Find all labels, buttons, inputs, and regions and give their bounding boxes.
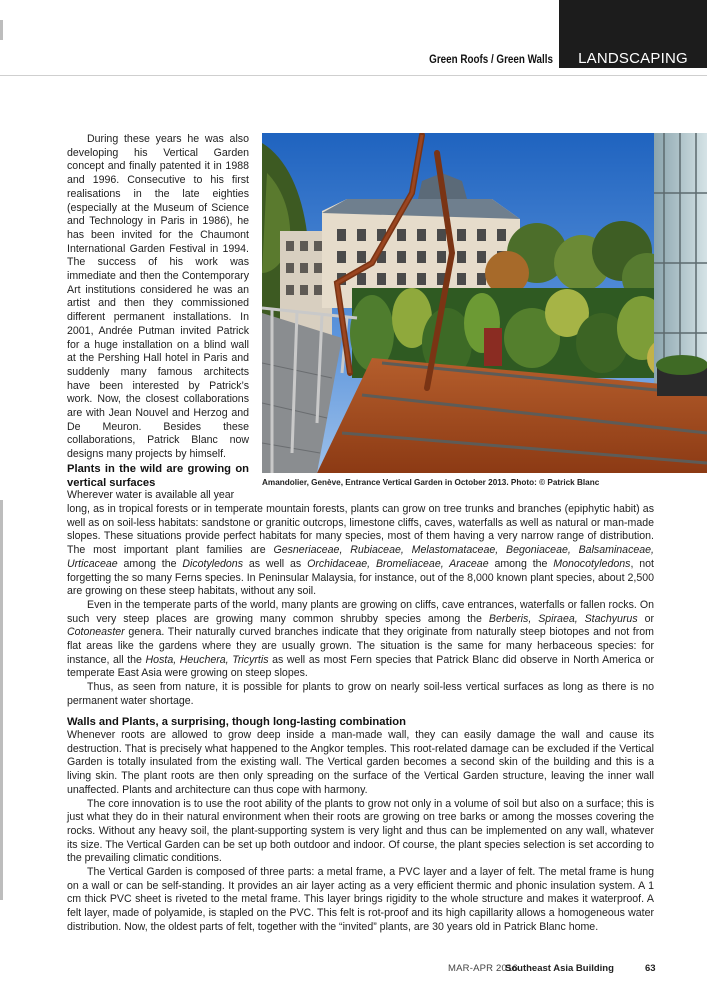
intro-paragraph: During these years he was also developing his Vertical Garden concept and finally patented it in 1988 and 1996. Consecutive to his first realisations in the late eighties (especially at the Museum of Science and Technology in Paris in 1986), he has been invited for the Chaumont International Garden Festival in 1994. The success of his work was immediate and then the Contemporary Art institutions considered he was an artist and then they commissioned different permanent installations. In 2001, Andrée Putman invited Patrick for a huge installation on a blind wall at the Pershing Hall hotel in Paris and suddenly many famous architects have been interested by Patrick’s work. Now, the closest collaborations are with Jean Nouvel and Herzog and De Meuron. Besides these collaborations, Patrick Blanc now designs many projects by himself. bbox=[67, 133, 249, 461]
italic-text-run: Hosta, Heuchera, Tricyrtis bbox=[145, 653, 269, 666]
text-run: Even in the temperate parts of the world, many plants are growing on cliffs, cave entrances, waterfalls or fallen rocks. On such very steep places are growing many common shrubby species among the bbox=[67, 598, 654, 625]
vertical-garden-photo bbox=[262, 133, 707, 473]
intro-column bbox=[67, 133, 249, 462]
text-run: among the bbox=[117, 557, 183, 570]
magazine-name: Southeast Asia Building bbox=[505, 963, 614, 974]
italic-text-run: Cotoneaster bbox=[67, 626, 125, 639]
text-run: as well as most Fern species that Patrick Blanc did observe in North America or temperate East Asia were growing on steep slopes. bbox=[67, 653, 654, 680]
text-run: as well as bbox=[243, 557, 308, 570]
section1-body bbox=[67, 503, 654, 709]
section-heading-walls-and-plants: Walls and Plants, a surprising, though long-lasting combination bbox=[67, 716, 406, 728]
text-run: long, as in tropical forests or in temperate mountain forests, plants can grow on tree trunks and branches (epiphytic habit) as well as on soil-less habitats: sandstone or granitic outcrops, limestone cliffs, caves, waterfalls as well as natural or man-made slopes. These situations provide perfect habitats for many species, most of them having a very narrow range of distribution. The most important plant families are bbox=[67, 503, 654, 557]
page-section-title: Green Roofs / Green Walls bbox=[429, 52, 553, 66]
text-run: or bbox=[637, 612, 654, 625]
italic-text-run: Berberis, Spiraea, Stachyurus bbox=[488, 612, 638, 625]
page-footer bbox=[0, 963, 707, 977]
section2-body bbox=[67, 729, 654, 935]
section1-first-line: Wherever water is available all year bbox=[67, 489, 235, 501]
section-label: LANDSCAPING bbox=[578, 50, 688, 67]
italic-text-run: Gesneriaceae, Rubiaceae, Melastomataceae, Begoniaceae, Balsaminaceae, Urticaceae bbox=[67, 544, 654, 570]
issue-date: MAR-APR 2016 bbox=[448, 963, 518, 974]
left-edge-mark bbox=[0, 500, 3, 900]
section2-paragraph-1: Whenever roots are allowed to grow deep inside a man-made wall, they can easily damage the wall and cause its destruction. That is precisely what happened to the Angkor temples. This root-related damage can be excluded if the Vertical Garden is totally insulated from the existing wall. The Vertical garden becomes a second skin of the building and this is a living skin. The plant roots are then only spreading on the surface of the Vertical Garden structure, leaving the inner wall unaffected. Plants and architecture can thus cope with harmony. bbox=[67, 729, 654, 796]
section-heading-plants-in-the-wild: Plants in the wild are growing on vertical surfaces bbox=[67, 463, 249, 489]
text-run: genera. Their naturally curved branches indicate that they originate from naturally steep biotopes and not from flat areas like the gardens where they are usually grown. The situation is the same for many herbaceous species: for instance, all the bbox=[67, 626, 654, 666]
text-run: , not forgetting the so many Ferns species. In Peninsular Malaysia, for instance, out of the 8,000 known plant species, about 2,500 are growing on these steep habitats, without any soil. bbox=[67, 557, 654, 598]
italic-text-run: Dicotyledons bbox=[182, 557, 243, 570]
page-number: 63 bbox=[645, 963, 656, 974]
italic-text-run: Monocotyledons bbox=[553, 557, 631, 570]
header-divider bbox=[0, 75, 707, 76]
left-edge-mark bbox=[0, 20, 3, 40]
section1-paragraph-2 bbox=[67, 599, 654, 681]
section2-paragraph-2: The core innovation is to use the root ability of the plants to grow not only in a volume of soil but also on a surface; this is just what they do in their natural environment when their roots are growing on tree barks or among the mosses covering the rocks. Without any heavy soil, the plant-supporting system is very light and thus can be implemented on any wall, whatever its size. The Vertical Garden can be set up both outdoor and indoor. Of course, the plant species selection is set according to the prevailing climatic conditions. bbox=[67, 797, 654, 865]
section2-paragraph-3: The Vertical Garden is composed of three parts: a metal frame, a PVC layer and a layer of felt. The metal frame is hung on a wall or can be self-standing. It provides an air layer acting as a very efficient thermic and phonic insulation system. A 1 cm thick PVC sheet is riveted to the metal frame. This layer brings rigidity to the whole structure and makes it waterproof. A felt layer, made of polyamide, is stapled on the PVC. This felt is rot-proof and its high capillarity allows a homogeneous water distribution. Now, the oldest parts of felt, together with the “invited” plants, are 30 years old in Patrick Blanc home. bbox=[67, 866, 654, 933]
text-run: among the bbox=[488, 557, 554, 570]
section1-paragraph-3: Thus, as seen from nature, it is possible for plants to grow on nearly soil-less vertical surfaces as long as there is no permanent water shortage. bbox=[67, 681, 654, 707]
photo-caption: Amandolier, Genève, Entrance Vertical Garden in October 2013. Photo: © Patrick Blanc bbox=[262, 478, 600, 487]
italic-text-run: Orchidaceae, Bromeliaceae, Araceae bbox=[307, 557, 489, 570]
section1-paragraph-1 bbox=[67, 503, 654, 599]
